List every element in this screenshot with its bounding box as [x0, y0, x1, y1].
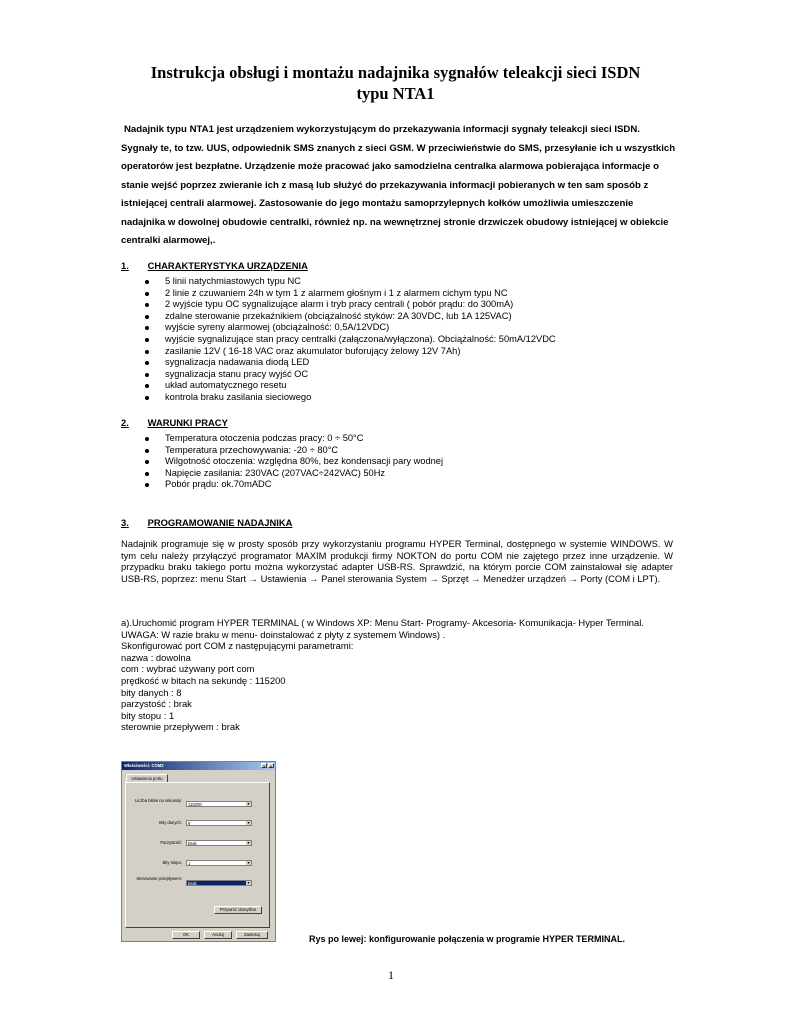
chevron-down-icon: ▼: [246, 841, 251, 845]
instruction-line: Skonfigurować port COM z następującymi parametrami:: [121, 640, 354, 652]
section-1-heading: [121, 260, 308, 272]
flow-control-value: Brak: [188, 881, 197, 886]
cancel-button: Anuluj: [204, 931, 232, 939]
restore-defaults-button: Przywróć domyślne: [214, 906, 262, 914]
chevron-down-icon: ▼: [246, 821, 251, 825]
flow-control-label: Sterowanie przepływem:: [136, 876, 182, 881]
baud-rate-value: 115200: [188, 802, 202, 807]
instruction-line: bity stopu : 1: [121, 709, 175, 721]
chevron-down-icon: ▼: [246, 802, 251, 806]
baud-rate-select: [186, 801, 252, 807]
list-item: 2 linie z czuwaniem 24h w tym 1 z alarmem głośnym i 1 z alarmem cichym typu NC: [121, 288, 556, 300]
document-title: [100, 62, 691, 104]
instruction-line: parzystość : brak: [121, 698, 192, 710]
list-item: wyjście sygnalizujące stan pracy centralki (załączona/wyłączona). Obciążalność: 50mA/12VDC: [121, 334, 556, 346]
intro-paragraph: Nadajnik typu NTA1 jest urządzeniem wykorzystującym do przekazywania informacji sygnały teleakcji sieci ISDN. Sygnały te, to tzw. UUS, odpowiednik SMS znanych z sieci GSM. W przeciwieństwie do SMS, przesyłanie ich u wszystkich operatorów jest bezpłatne. Urządzenie może pracować jako samodzielna centralka alarmowa pobierająca informacje o stanie wejść poprzez zwieranie ich z masą lub służyć do przekazywania informacji pobieranych w ten sam sposób z istniejącej centrali alarmowej. Zastosowanie do jego montażu samoprzylepnych kołków umożliwia umieszczenie nadajnika w dowolnej obudowie centralki, również np. na wewnętrznej stronie drzwiczek obudowy istniejącej w obiekcie centralki alarmowej,.: [121, 124, 676, 246]
dialog-title: Właściwości: COM2: [124, 763, 164, 768]
parity-label: Parzystość:: [160, 840, 182, 845]
dialog-title-buttons: [261, 763, 274, 768]
instruction-line: com : wybrać używany port com: [121, 663, 255, 675]
list-item: Temperatura przechowywania: -20 ÷ 80°C: [121, 445, 443, 457]
section-1-number: 1.: [121, 260, 129, 271]
data-bits-value: 8: [188, 821, 191, 826]
section-1-title: CHARAKTERYSTYKA URZĄDZENIA: [147, 260, 308, 271]
tab-port-settings: Ustawienia portu: [126, 774, 168, 783]
apply-button: Zastosuj: [236, 931, 268, 939]
instruction-line: a).Uruchomić program HYPER TERMINAL ( w Windows XP: Menu Start- Programy- Akcesoria- Komunikacja- Hyper Terminal.: [121, 617, 644, 628]
instruction-line: sterownie przepływem : brak: [121, 721, 240, 733]
step-a-instructions: [121, 617, 644, 733]
data-bits-label: Bity danych:: [159, 820, 182, 825]
list-item: wyjście syreny alarmowej (obciążalność: 0,5A/12VDC): [121, 322, 556, 334]
stop-bits-value: 1: [188, 861, 191, 866]
figure-caption: Rys po lewej: konfigurowanie połączenia w programie HYPER TERMINAL.: [309, 934, 626, 944]
list-item: zasilanie 12V ( 16-18 VAC oraz akumulator buforujący żelowy 12V 7Ah): [121, 346, 556, 358]
list-item: kontrola braku zasilania sieciowego: [121, 392, 556, 404]
list-item: 2 wyjście typu OC sygnalizujące alarm i tryb pracy centrali ( pobór prądu: do 300mA): [121, 299, 556, 311]
stop-bits-select: [186, 860, 252, 866]
instruction-line: UWAGA: W razie braku w menu- doinstalować z płyty z systemem Windows) .: [121, 628, 446, 640]
dialog-title-bar: [122, 762, 275, 770]
list-item: 5 linii natychmiastowych typu NC: [121, 276, 556, 288]
flow-control-select: [186, 880, 252, 886]
section-3-heading: [121, 517, 292, 529]
help-icon: ?: [262, 764, 266, 769]
list-item: Pobór prądu: ok.70mADC: [121, 479, 443, 491]
instruction-line: prędkość w bitach na sekundę : 115200: [121, 674, 286, 686]
ok-button: OK: [172, 931, 200, 939]
dialog-panel: [125, 782, 270, 928]
parity-select: [186, 840, 252, 846]
list-item: sygnalizacja stanu pracy wyjść OC: [121, 369, 556, 381]
baud-rate-label: Liczba bitów na sekundę:: [134, 798, 182, 803]
com-port-dialog-image: [121, 761, 276, 942]
section-3-title: PROGRAMOWANIE NADAJNIKA: [147, 517, 293, 528]
close-icon: ×: [269, 764, 273, 769]
list-item: Temperatura otoczenia podczas pracy: 0 ÷ 50°C: [121, 433, 443, 445]
title-line-1: Instrukcja obsługi i montażu nadajnika sygnałów teleakcji sieci ISDN: [150, 63, 641, 82]
section-2-list: [121, 433, 443, 491]
section-2-heading: [121, 417, 228, 429]
instruction-line: bity danych : 8: [121, 686, 182, 698]
page-number: 1: [388, 968, 394, 982]
title-line-2: typu NTA1: [356, 84, 435, 103]
chevron-down-icon: ▼: [246, 881, 251, 885]
list-item: sygnalizacja nadawania diodą LED: [121, 357, 556, 369]
data-bits-select: [186, 820, 252, 826]
chevron-down-icon: ▼: [246, 861, 251, 865]
section-1-list: [121, 276, 556, 404]
list-item: zdalne sterowanie przekaźnikiem (obciążalność styków: 2A 30VDC, lub 1A 125VAC): [121, 311, 556, 323]
list-item: układ automatycznego resetu: [121, 380, 556, 392]
instruction-line: nazwa : dowolna: [121, 651, 191, 663]
list-item: Napięcie zasilania: 230VAC (207VAC÷242VAC) 50Hz: [121, 468, 443, 480]
section-2-number: 2.: [121, 417, 129, 428]
list-item: Wilgotność otoczenia: względna 80%, bez kondensacji pary wodnej: [121, 456, 443, 468]
stop-bits-label: Bity stopu:: [162, 860, 182, 865]
section-2-title: WARUNKI PRACY: [147, 417, 228, 428]
parity-value: Brak: [188, 841, 197, 846]
section-3-number: 3.: [121, 517, 129, 528]
section-3-paragraph: Nadajnik programuje się w prosty sposób przy wykorzystaniu programu HYPER Terminal, dostępnego w systemie WINDOWS. W tym celu należy przyłączyć programator MAXIM produkcji firmy NOKTON do portu COM nie zajętego przez inne urządzenie. W przypadku braku takiego portu można wykorzystać adapter USB-RS. Sprawdzić, na którym porcie COM zainstalował się adapter USB-RS, poprzez: menu Start → Ustawienia → Panel sterowania System → Sprzęt → Menedżer urządzeń → Porty (COM i LPT).: [121, 538, 673, 584]
